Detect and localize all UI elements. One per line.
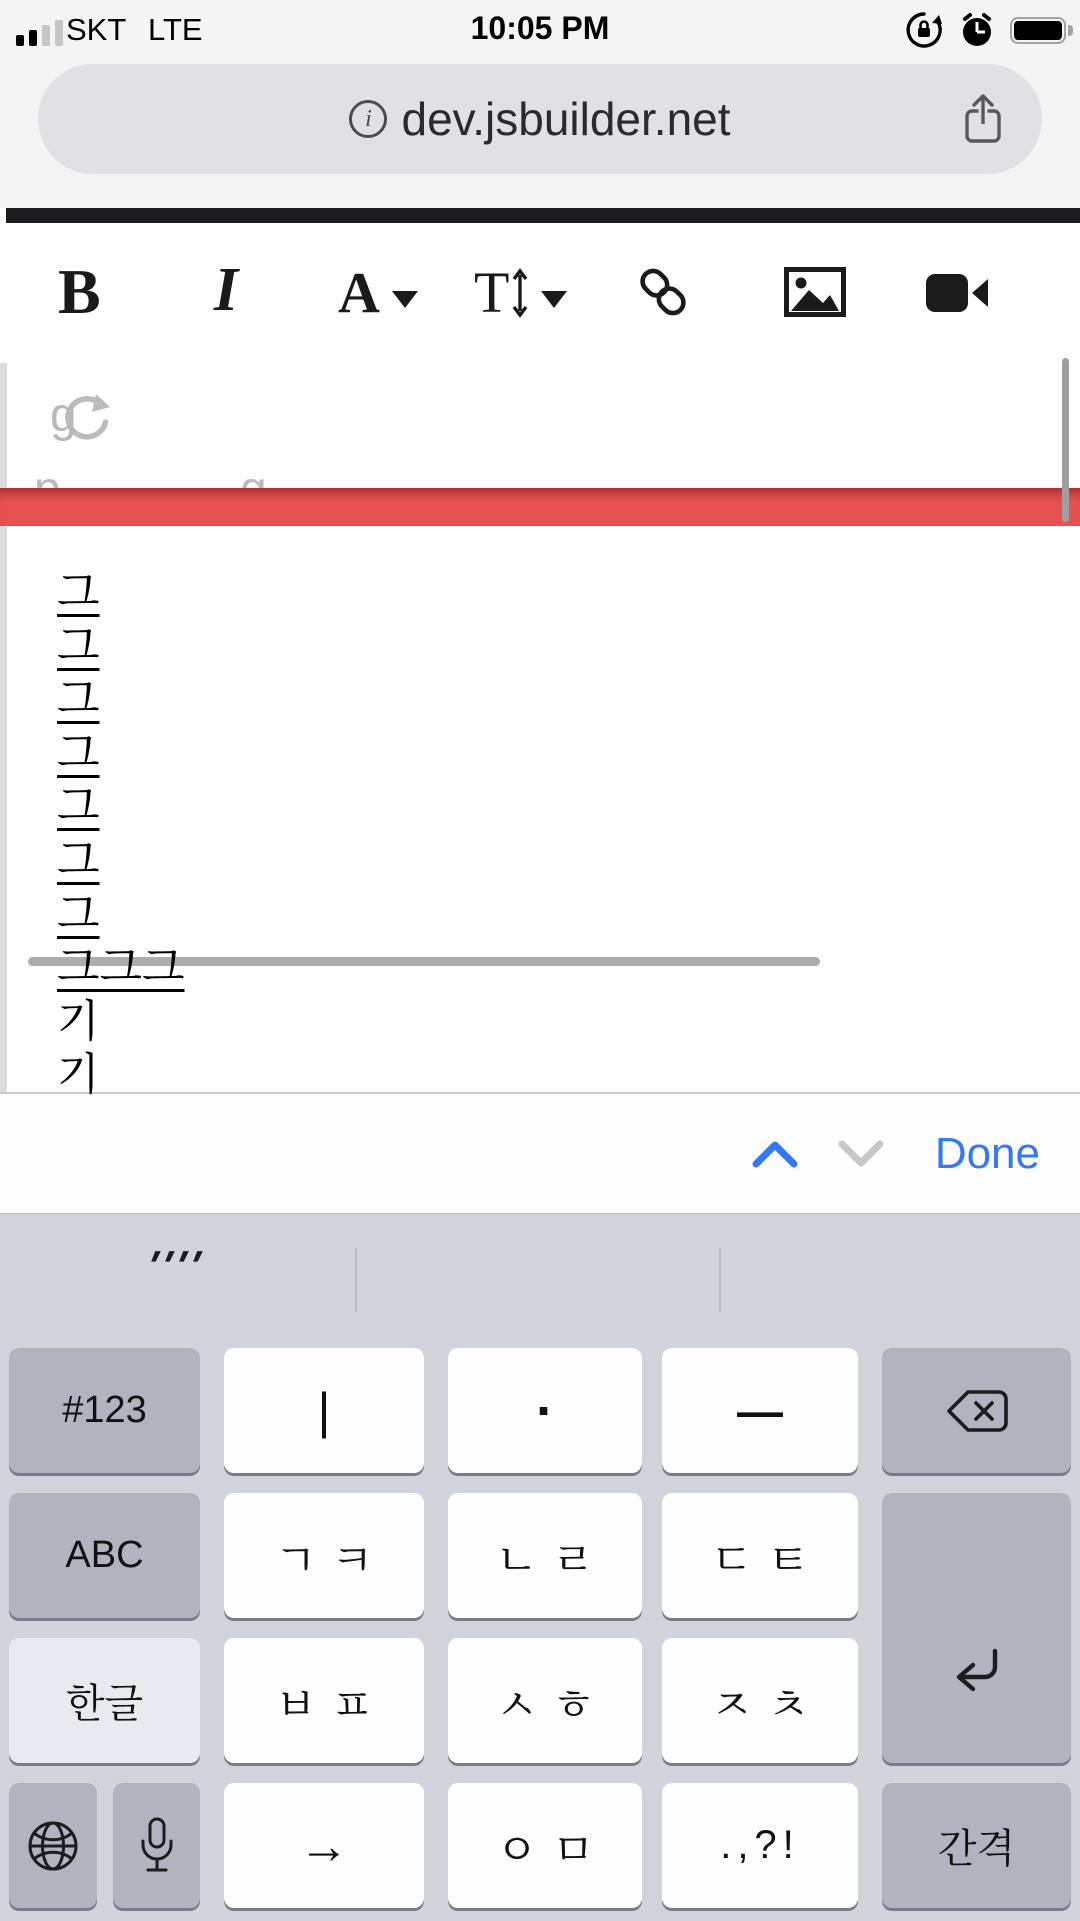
key-abc[interactable] [9,1493,200,1618]
rotation-lock-icon [904,10,944,50]
editor-text-line: 그 [57,568,100,617]
red-alert-banner [0,488,1080,526]
share-button[interactable] [960,90,1006,148]
key-digeut-tieut[interactable] [662,1493,858,1618]
fragment-glyph: g [50,389,77,442]
key-label: → [299,1817,349,1874]
key-label: | [317,1382,331,1439]
clipped-text-fragment [26,460,326,488]
status-bar-right [904,10,1066,50]
key-punctuation[interactable] [662,1783,858,1908]
scrollbar[interactable] [1062,358,1069,522]
key-label: ㄴㄹ [495,1535,609,1585]
key-label: 간격 [937,1827,1016,1871]
key-label: ㅅㅎ [495,1680,609,1730]
key-backspace[interactable] [882,1348,1071,1473]
status-bar [0,0,1080,60]
bold-button[interactable] [58,255,101,329]
alarm-icon [958,11,996,49]
safari-top-chrome [0,0,1080,208]
keyboard-accessory-bar [0,1094,1080,1213]
globe-icon [26,1819,80,1873]
battery-icon [1010,17,1066,44]
key-label: ㅂㅍ [274,1680,388,1730]
return-icon [945,1645,1009,1701]
bold-label: B [58,256,101,327]
key-nieun-rieul[interactable] [448,1493,642,1618]
editor-text-line: 그그그 [57,943,185,993]
key-numbers[interactable] [9,1348,200,1473]
candidate-text[interactable]: '''' [140,1242,208,1289]
key-label: #123 [62,1389,147,1431]
key-siot-hieut[interactable] [448,1638,642,1763]
key-label: ABC [65,1534,144,1576]
editor-text-area[interactable] [57,566,957,1100]
key-return[interactable] [882,1493,1071,1763]
key-globe[interactable] [9,1783,97,1908]
chevron-down-button[interactable] [835,1138,887,1170]
editor-text-line: 기 [57,996,100,1046]
candidate-divider [355,1248,357,1312]
candidate-divider [719,1248,721,1312]
clipped-text-fragment [42,389,112,447]
key-bieup-pieup[interactable] [224,1638,424,1763]
done-button[interactable]: Done [934,1128,1040,1178]
key-giyeok-kieuk[interactable] [224,1493,424,1618]
updown-arrow-icon [511,267,529,319]
key-hangul[interactable] [9,1638,200,1763]
editor-text-line: 그 [57,675,100,725]
editor-text-line: 그 [57,782,100,832]
font-style-label: A [338,260,380,325]
key-label: ㅈㅊ [710,1680,824,1730]
editor-toolbar [0,223,1080,363]
carrier-label: SKT [66,12,127,47]
key-ieung-mieum[interactable] [448,1783,642,1908]
editor-text-line: 그 [57,835,100,885]
editor-text-line: 그 [57,621,100,671]
site-info-icon[interactable]: i [349,100,387,138]
korean-cheonjiin-keyboard [0,1213,1080,1921]
signal-strength-icon [16,20,63,46]
url-text: dev.jsbuilder.net [401,93,731,145]
italic-label: I [214,256,239,324]
key-vowel-i[interactable] [224,1348,424,1473]
editor-text-line: 기 [57,1050,100,1100]
text-size-label: T [474,260,510,325]
key-label: 한글 [65,1682,144,1726]
key-label: ㄷㅌ [710,1535,824,1585]
backspace-icon [943,1387,1011,1435]
address-bar[interactable] [38,64,1042,174]
mic-icon [137,1815,177,1877]
editor-text-line: 그 [57,889,100,939]
key-vowel-dot[interactable]: · [448,1348,642,1473]
page-header-bar [6,208,1080,223]
key-label: .,?! [720,1823,800,1867]
key-space[interactable] [882,1783,1071,1908]
key-mic[interactable] [113,1783,200,1908]
image-button[interactable] [784,267,846,317]
key-arrow-right[interactable] [224,1783,424,1908]
key-jieut-chieut[interactable] [662,1638,858,1763]
link-button[interactable] [634,263,692,321]
editor-text-line: 그 [57,728,100,778]
chevron-up-button[interactable] [749,1138,801,1170]
italic-button[interactable] [214,255,238,326]
key-vowel-eu[interactable] [662,1348,858,1473]
status-time: 10:05 PM [470,10,610,46]
key-label: ㄱㅋ [274,1535,388,1585]
network-type-label: LTE [148,12,203,47]
text-size-button[interactable] [474,259,567,326]
chevron-down-icon [392,291,418,308]
font-style-button[interactable] [338,259,418,326]
key-label: ㅇㅁ [495,1825,609,1875]
chevron-down-icon [541,291,567,308]
key-label: — [737,1384,783,1437]
video-button[interactable] [924,271,990,315]
